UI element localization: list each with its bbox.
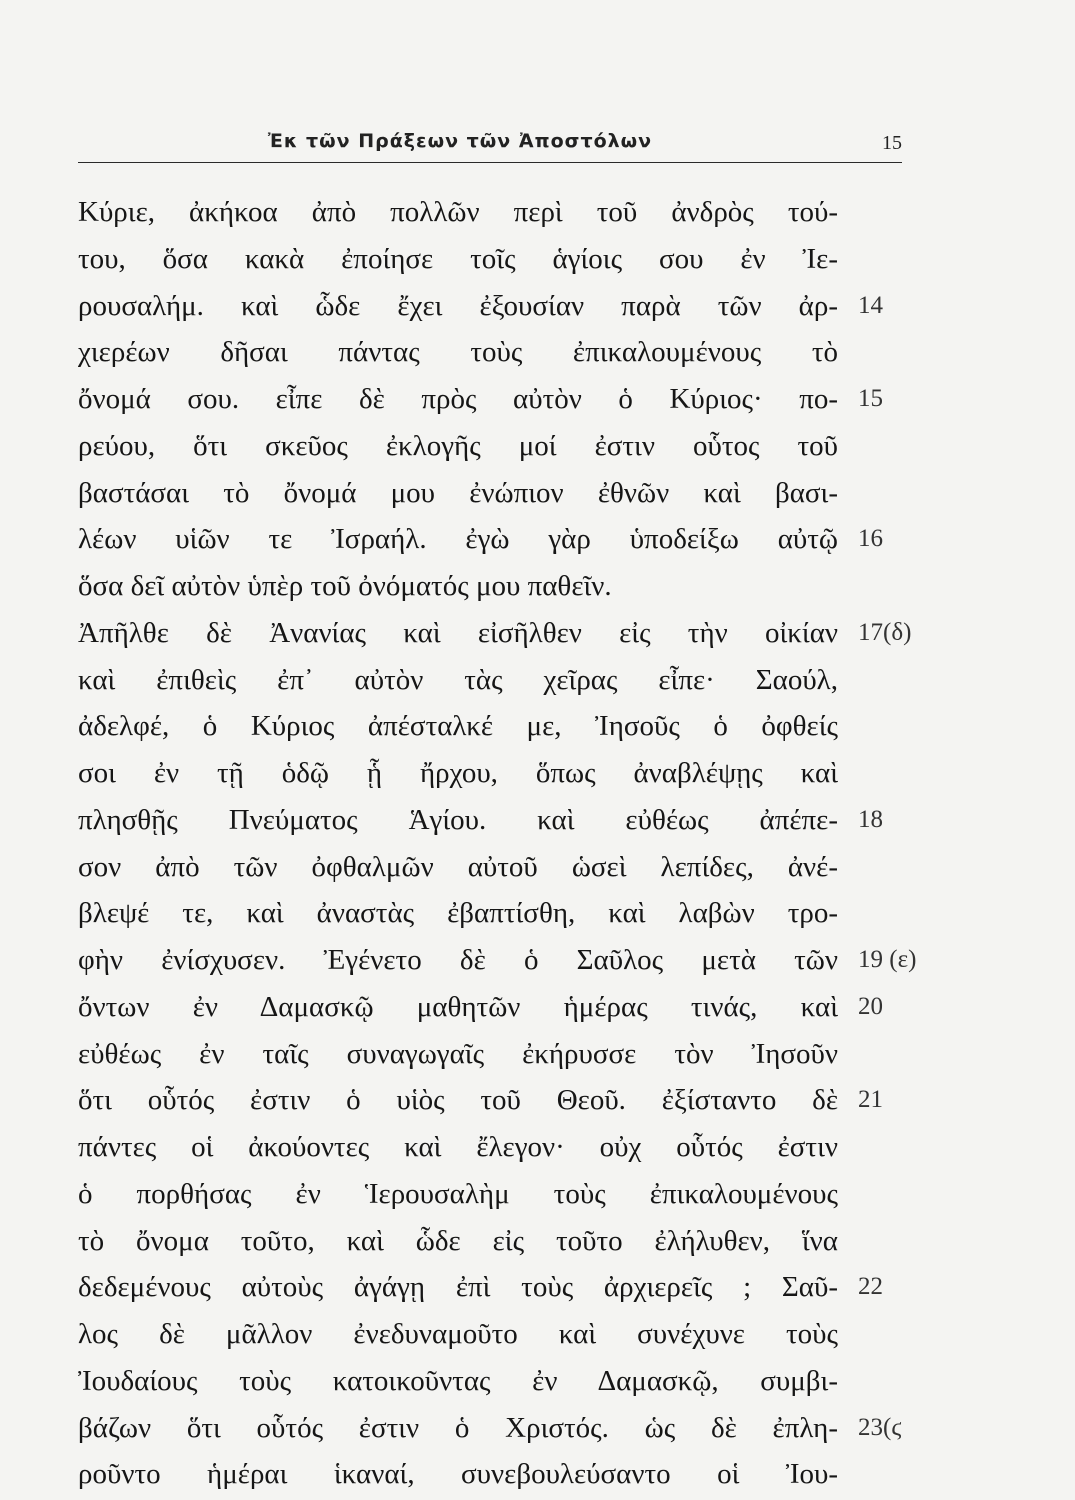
- text-line: [78, 797, 928, 844]
- line-text: τὸ ὄνομα τοῦτο, καὶ ὧδε εἰς τοῦτο ἐλήλυθεν, ἵνα: [78, 1224, 838, 1257]
- verse-number: 21: [858, 1086, 883, 1114]
- text-line: [78, 189, 928, 236]
- verse-number: 20: [858, 992, 883, 1020]
- text-line: [78, 376, 928, 423]
- line-text: ἀδελφέ, ὁ Κύριος ἀπέσταλκέ με, Ἰησοῦς ὁ ὀφθείς: [78, 710, 838, 743]
- line-text: πλησθῇς Πνεύματος Ἁγίου. καὶ εὐθέως ἀπέπε-: [78, 803, 838, 836]
- text-line: [78, 937, 928, 984]
- text-line: [78, 1451, 928, 1498]
- line-text: ὅτι οὗτός ἐστιν ὁ υἱὸς τοῦ Θεοῦ. ἐξίσταντο δὲ: [78, 1084, 838, 1117]
- text-line: [78, 890, 928, 937]
- line-text: σοι ἐν τῇ ὁδῷ ᾗ ἤρχου, ὅπως ἀναβλέψῃς καὶ: [78, 757, 838, 789]
- text-line: [78, 563, 928, 610]
- text-line: [78, 1218, 928, 1265]
- text-line: [78, 283, 928, 330]
- line-text: ρουσαλήμ. καὶ ὧδε ἔχει ἐξουσίαν παρὰ τῶν ἀρ-: [78, 289, 838, 322]
- running-title: Ἐκ τῶν Πράξεων τῶν Ἀποστόλων: [267, 130, 653, 152]
- text-line: [78, 1358, 928, 1405]
- line-text: ὄντων ἐν Δαμασκῷ μαθητῶν ἡμέρας τινάς, καὶ: [78, 990, 838, 1023]
- page-header: [78, 128, 902, 163]
- text-line: [78, 329, 928, 376]
- line-text: σον ἀπὸ τῶν ὀφθαλμῶν αὐτοῦ ὡσεὶ λεπίδες, ἀνέ-: [78, 850, 838, 883]
- line-text: λος δὲ μᾶλλον ἐνεδυναμοῦτο καὶ συνέχυνε τοὺς: [78, 1318, 838, 1350]
- line-text: ὄνομά σου. εἶπε δὲ πρὸς αὐτὸν ὁ Κύριος· πο-: [78, 383, 838, 415]
- line-text: ροῦντο ἡμέραι ἱκαναί, συνεβουλεύσαντο οἱ Ἰου-: [78, 1458, 838, 1491]
- verse-number: 14: [858, 291, 883, 319]
- line-text: ρεύου, ὅτι σκεῦος ἐκλογῆς μοί ἐστιν οὗτος τοῦ: [78, 429, 838, 462]
- text-line: [78, 1031, 928, 1078]
- text-line: [78, 1405, 928, 1452]
- verse-number: 18: [858, 805, 883, 833]
- line-text: πάντες οἱ ἀκούοντες καὶ ἔλεγον· οὐχ οὗτός ἐστιν: [78, 1131, 838, 1163]
- text-line: [78, 703, 928, 750]
- line-text: ὁ πορθήσας ἐν Ἱερουσαλὴμ τοὺς ἐπικαλουμένους: [78, 1177, 838, 1210]
- line-text: του, ὅσα κακὰ ἐποίησε τοῖς ἁγίοις σου ἐν Ἰε-: [78, 242, 838, 275]
- text-line: [78, 657, 928, 704]
- line-text: εὐθέως ἐν ταῖς συναγωγαῖς ἐκήρυσσε τὸν Ἰησοῦν: [78, 1037, 838, 1070]
- text-line: [78, 750, 928, 797]
- text-line: [78, 984, 928, 1031]
- line-text: Κύριε, ἀκήκοα ἀπὸ πολλῶν περὶ τοῦ ἀνδρὸς τού-: [78, 196, 838, 228]
- text-line: [78, 470, 928, 517]
- text-line: [78, 236, 928, 283]
- text-line: [78, 1311, 928, 1358]
- verse-number: 17(δ): [858, 618, 912, 646]
- text-line: [78, 844, 928, 891]
- verse-number: 22: [858, 1273, 883, 1301]
- line-text: βαστάσαι τὸ ὄνομά μου ἐνώπιον ἐθνῶν καὶ βασι-: [78, 476, 838, 509]
- line-text: καὶ ἐπιθεὶς ἐπ᾽ αὐτὸν τὰς χεῖρας εἶπε· Σαούλ,: [78, 663, 838, 696]
- line-text: βλεψέ τε, καὶ ἀναστὰς ἐβαπτίσθη, καὶ λαβὼν τρο-: [78, 897, 838, 930]
- text-line: [78, 423, 928, 470]
- line-text: Ἀπῆλθε δὲ Ἀνανίας καὶ εἰσῆλθεν εἰς τὴν οἰκίαν: [78, 616, 838, 649]
- text-line: [78, 1077, 928, 1124]
- verse-number: 16: [858, 525, 883, 553]
- line-text: ὅσα δεῖ αὐτὸν ὑπὲρ τοῦ ὀνόματός μου παθεῖν.: [78, 570, 612, 602]
- verse-number: 23(ϛ: [858, 1413, 902, 1441]
- text-line: [78, 1264, 928, 1311]
- page-number: 15: [882, 132, 902, 154]
- text-line: [78, 516, 928, 563]
- line-text: δεδεμένους αὐτοὺς ἀγάγῃ ἐπὶ τοὺς ἀρχιερεῖς ; Σαῦ-: [78, 1271, 838, 1304]
- verse-number: 19 (ε): [858, 946, 917, 973]
- text-line: [78, 1124, 928, 1171]
- line-text: βάζων ὅτι οὗτός ἐστιν ὁ Χριστός. ὡς δὲ ἐπλη-: [78, 1411, 838, 1444]
- line-text: Ἰουδαίους τοὺς κατοικοῦντας ἐν Δαμασκῷ, συμβι-: [78, 1364, 838, 1397]
- verse-number: 15: [858, 385, 883, 412]
- line-text: λέων υἱῶν τε Ἰσραήλ. ἐγὼ γὰρ ὑποδείξω αὐτῷ: [78, 523, 838, 556]
- body-text: [78, 189, 928, 1498]
- line-text: φὴν ἐνίσχυσεν. Ἐγένετο δὲ ὁ Σαῦλος μετὰ τῶν: [78, 944, 838, 976]
- line-text: χιερέων δῆσαι πάντας τοὺς ἐπικαλουμένους τὸ: [78, 336, 838, 369]
- text-line: [78, 1171, 928, 1218]
- text-line: [78, 610, 928, 657]
